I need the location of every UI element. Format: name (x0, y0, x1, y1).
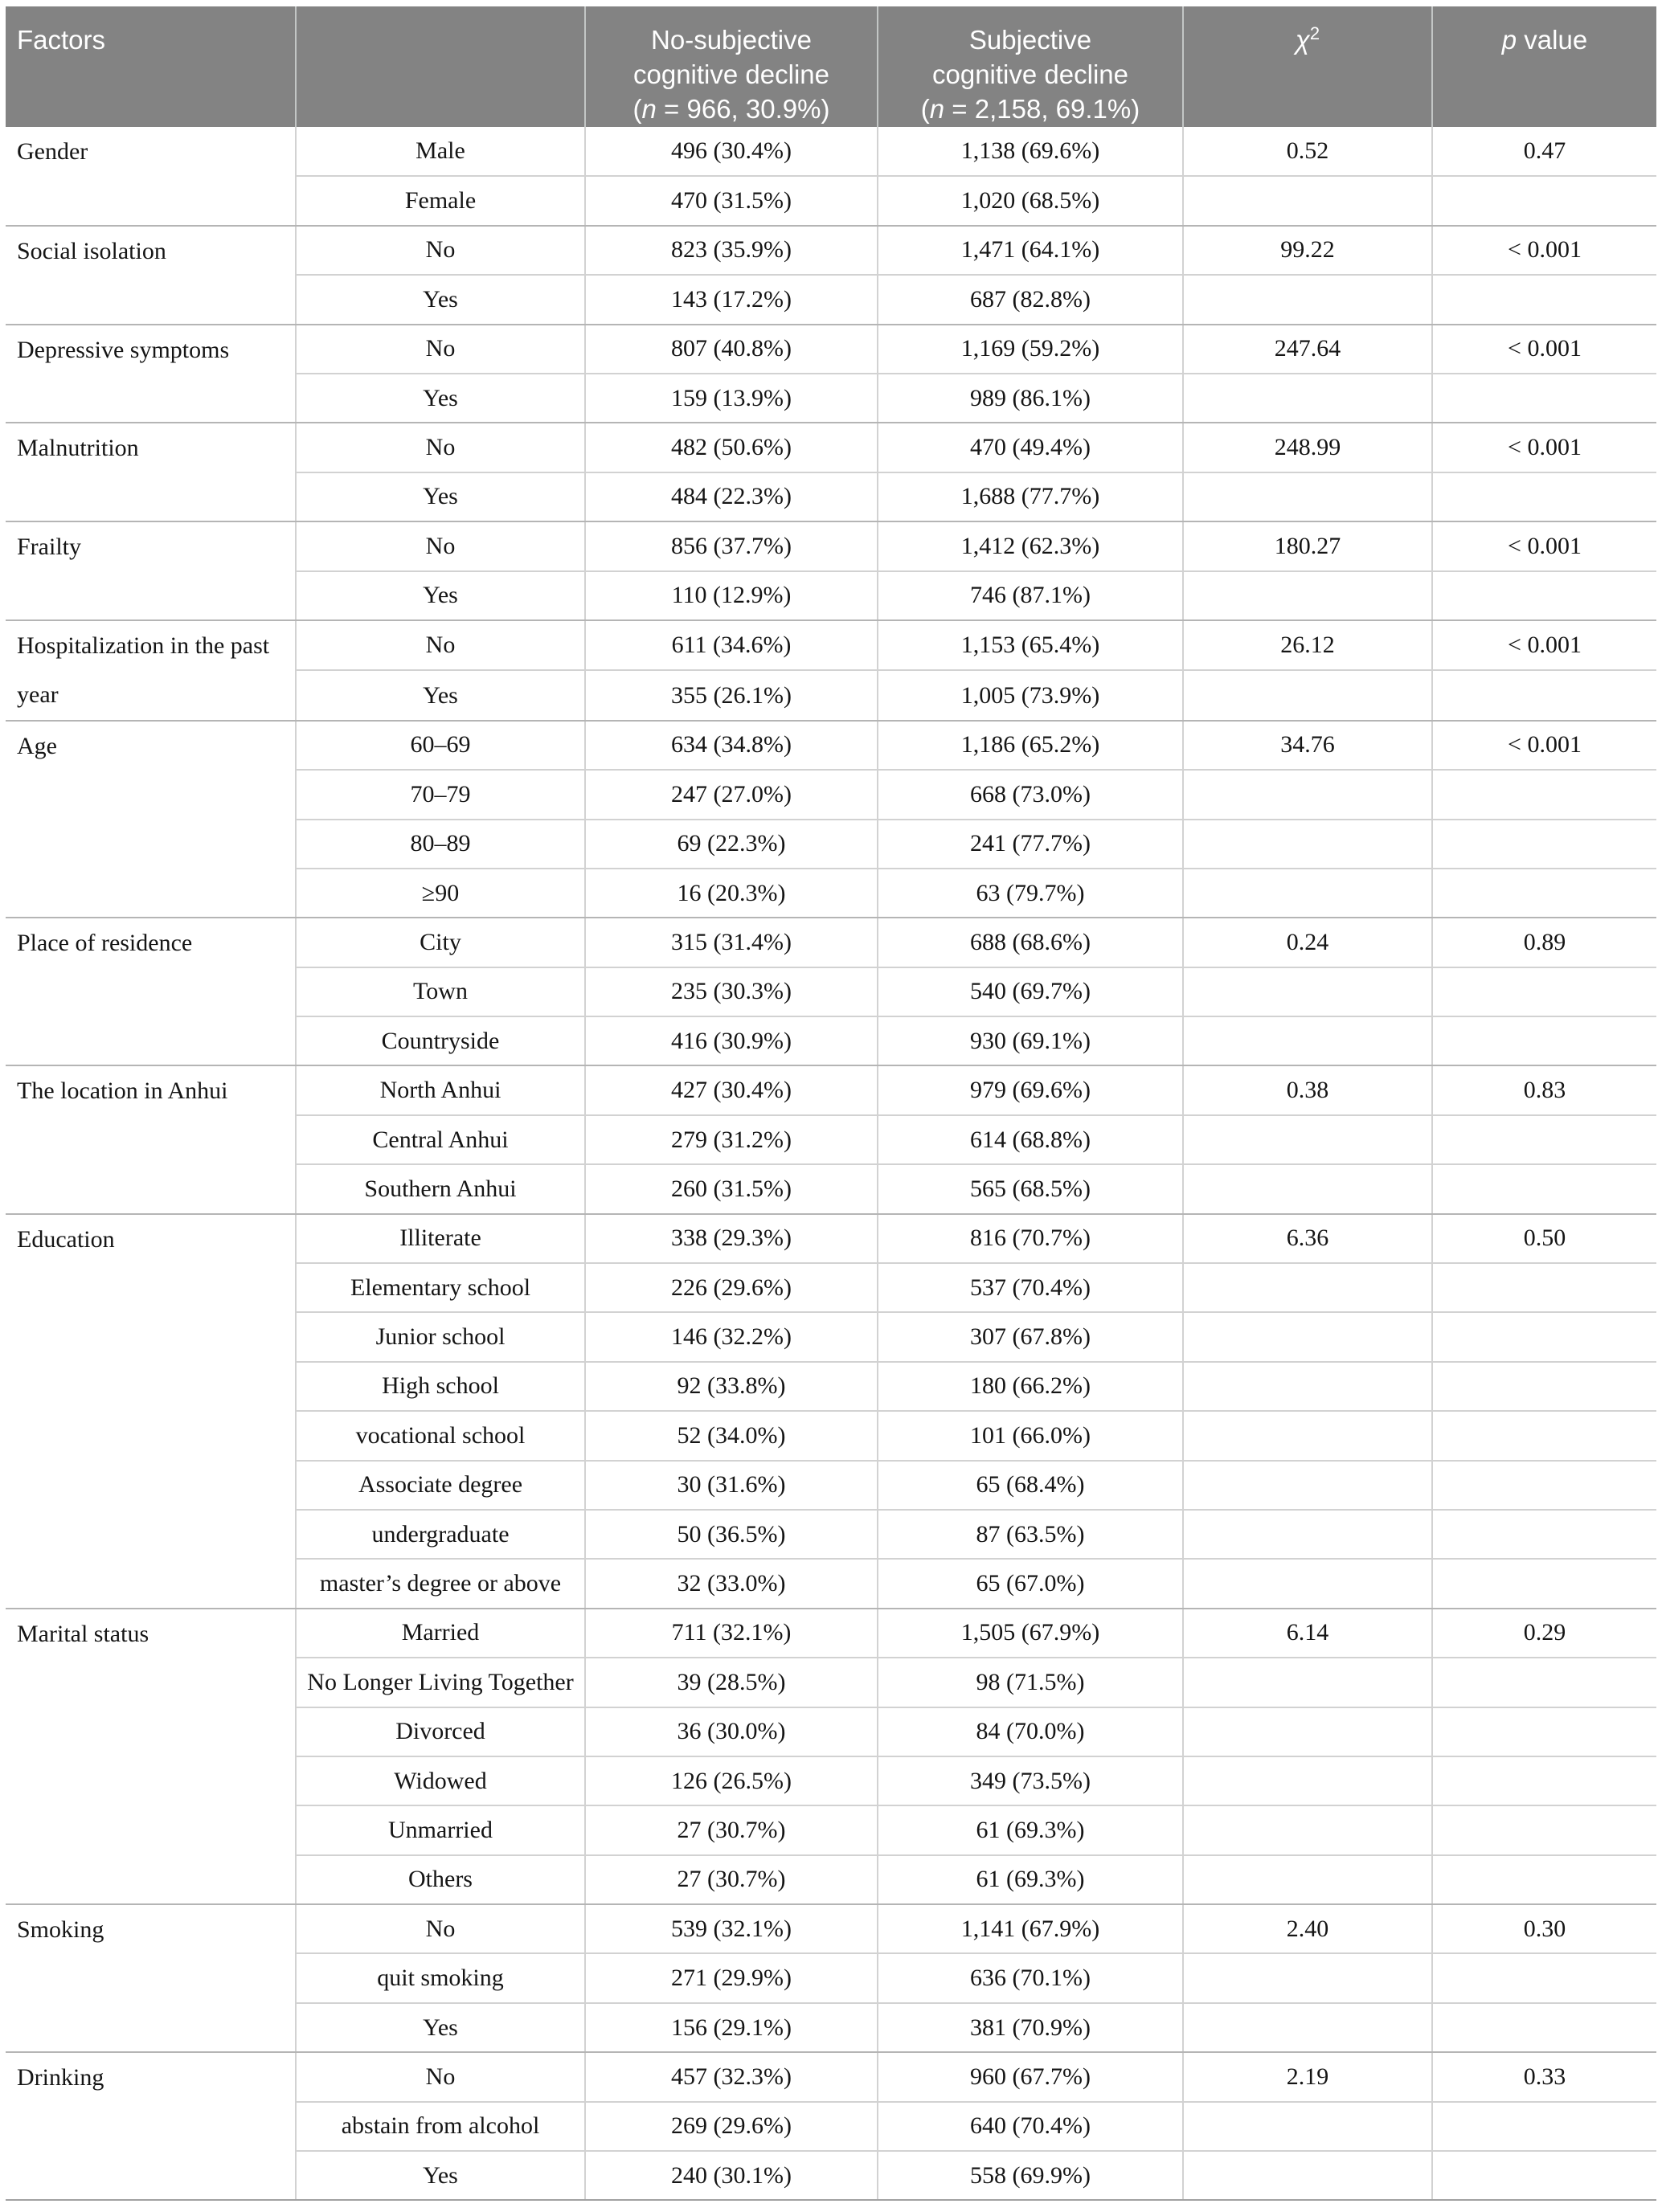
header-no-subjective-cognitive-decline (585, 6, 878, 127)
chi-square-value: 0.38 (1183, 1065, 1432, 1114)
p-value: 0.29 (1432, 1609, 1656, 1658)
scd-value: 1,471 (64.1%) (878, 226, 1183, 275)
p-value (1432, 1559, 1656, 1608)
no-scd-value: 823 (35.9%) (585, 226, 878, 275)
no-scd-value: 482 (50.6%) (585, 423, 878, 472)
chi-square-value (1183, 670, 1432, 720)
scd-value: 1,186 (65.2%) (878, 721, 1183, 770)
no-scd-value: 50 (36.5%) (585, 1510, 878, 1559)
header-no-scd-count: (n = 966, 30.9%) (632, 94, 830, 124)
p-value (1432, 1312, 1656, 1361)
chi-square-value (1183, 1115, 1432, 1164)
scd-value: 1,005 (73.9%) (878, 670, 1183, 720)
category-label: Junior school (296, 1312, 585, 1361)
chi-square-value: 34.76 (1183, 721, 1432, 770)
table-body (6, 127, 1656, 2200)
header-scd-line1: Subjective (968, 25, 1092, 55)
header-factors-label: Factors (17, 25, 106, 55)
scd-value: 65 (67.0%) (878, 1559, 1183, 1608)
header-factors (6, 6, 296, 127)
category-label: No (296, 423, 585, 472)
category-label: Others (296, 1855, 585, 1904)
category-label: vocational school (296, 1411, 585, 1460)
p-value (1432, 1411, 1656, 1460)
chi-square-value: 0.52 (1183, 127, 1432, 176)
no-scd-value: 36 (30.0%) (585, 1707, 878, 1756)
no-scd-value: 338 (29.3%) (585, 1214, 878, 1263)
table-header (6, 6, 1656, 127)
chi-square-value (1183, 1953, 1432, 2002)
factor-label: Hospitalization in the past year (6, 620, 296, 721)
table-row (6, 226, 1656, 275)
p-value (1432, 670, 1656, 720)
factor-label: Education (6, 1214, 296, 1609)
category-label: Yes (296, 670, 585, 720)
no-scd-value: 39 (28.5%) (585, 1658, 878, 1707)
no-scd-value: 235 (30.3%) (585, 967, 878, 1016)
scd-value: 63 (79.7%) (878, 869, 1183, 918)
scd-value: 640 (70.4%) (878, 2102, 1183, 2151)
header-no-scd-line1: No-subjective (651, 25, 812, 55)
p-value: < 0.001 (1432, 423, 1656, 472)
chi-square-value (1183, 770, 1432, 819)
category-label: Countryside (296, 1016, 585, 1065)
p-value: 0.83 (1432, 1065, 1656, 1114)
header-empty-category (296, 6, 585, 127)
no-scd-value: 856 (37.7%) (585, 521, 878, 570)
no-scd-value: 807 (40.8%) (585, 325, 878, 374)
scd-value: 930 (69.1%) (878, 1016, 1183, 1065)
no-scd-value: 260 (31.5%) (585, 1164, 878, 1213)
category-label: 80–89 (296, 820, 585, 869)
no-scd-value: 247 (27.0%) (585, 770, 878, 819)
scd-value: 1,169 (59.2%) (878, 325, 1183, 374)
scd-value: 636 (70.1%) (878, 1953, 1183, 2002)
chi-square-value (1183, 820, 1432, 869)
category-label: City (296, 918, 585, 967)
category-label: master’s degree or above (296, 1559, 585, 1608)
chi-square-value (1183, 2003, 1432, 2052)
header-subjective-cognitive-decline (878, 6, 1183, 127)
no-scd-value: 496 (30.4%) (585, 127, 878, 176)
scd-value: 1,020 (68.5%) (878, 176, 1183, 225)
p-value (1432, 1953, 1656, 2002)
scd-value: 1,688 (77.7%) (878, 472, 1183, 521)
header-scd-line2: cognitive decline (932, 59, 1128, 89)
no-scd-value: 611 (34.6%) (585, 620, 878, 670)
category-label: abstain from alcohol (296, 2102, 585, 2151)
p-value: 0.47 (1432, 127, 1656, 176)
chi-square-value (1183, 1411, 1432, 1460)
p-value: 0.89 (1432, 918, 1656, 967)
header-no-scd-line2: cognitive decline (633, 59, 829, 89)
chi-square-value (1183, 1855, 1432, 1904)
category-label: Associate degree (296, 1461, 585, 1510)
table-row (6, 620, 1656, 670)
scd-value: 307 (67.8%) (878, 1312, 1183, 1361)
p-value (1432, 1510, 1656, 1559)
p-value (1432, 2151, 1656, 2200)
category-label: High school (296, 1362, 585, 1411)
chi-square-value (1183, 1263, 1432, 1312)
no-scd-value: 240 (30.1%) (585, 2151, 878, 2200)
category-label: Illiterate (296, 1214, 585, 1263)
category-label: quit smoking (296, 1953, 585, 2002)
p-value (1432, 820, 1656, 869)
chi-square-value (1183, 472, 1432, 521)
chi-square-value (1183, 1658, 1432, 1707)
p-value (1432, 1805, 1656, 1854)
chi-square-value (1183, 2151, 1432, 2200)
category-label: Male (296, 127, 585, 176)
table-row (6, 2052, 1656, 2101)
category-label: No (296, 1904, 585, 1953)
no-scd-value: 271 (29.9%) (585, 1953, 878, 2002)
category-label: ≥90 (296, 869, 585, 918)
no-scd-value: 315 (31.4%) (585, 918, 878, 967)
chi-square-value: 2.19 (1183, 2052, 1432, 2101)
scd-value: 1,505 (67.9%) (878, 1609, 1183, 1658)
scd-value: 565 (68.5%) (878, 1164, 1183, 1213)
chi-square-value (1183, 1510, 1432, 1559)
chi-square-value (1183, 967, 1432, 1016)
chi-square-value: 6.14 (1183, 1609, 1432, 1658)
scd-value: 816 (70.7%) (878, 1214, 1183, 1263)
p-value (1432, 1756, 1656, 1805)
no-scd-value: 416 (30.9%) (585, 1016, 878, 1065)
no-scd-value: 27 (30.7%) (585, 1805, 878, 1854)
category-label: Town (296, 967, 585, 1016)
factor-label: Depressive symptoms (6, 325, 296, 423)
no-scd-value: 52 (34.0%) (585, 1411, 878, 1460)
scd-value: 989 (86.1%) (878, 374, 1183, 423)
scd-value: 65 (68.4%) (878, 1461, 1183, 1510)
no-scd-value: 32 (33.0%) (585, 1559, 878, 1608)
p-value (1432, 1855, 1656, 1904)
factor-label: Drinking (6, 2052, 296, 2200)
category-label: 60–69 (296, 721, 585, 770)
chi-square-value: 2.40 (1183, 1904, 1432, 1953)
chi-square-value (1183, 1756, 1432, 1805)
chi-square-value (1183, 1805, 1432, 1854)
scd-value: 960 (67.7%) (878, 2052, 1183, 2101)
p-value (1432, 770, 1656, 819)
p-value: < 0.001 (1432, 325, 1656, 374)
category-label: No (296, 521, 585, 570)
table-row (6, 721, 1656, 770)
no-scd-value: 427 (30.4%) (585, 1065, 878, 1114)
category-label: Yes (296, 2151, 585, 2200)
p-value: 0.50 (1432, 1214, 1656, 1263)
category-label: Yes (296, 472, 585, 521)
scd-value: 381 (70.9%) (878, 2003, 1183, 2052)
category-label: Widowed (296, 1756, 585, 1805)
scd-value: 687 (82.8%) (878, 275, 1183, 324)
scd-value: 470 (49.4%) (878, 423, 1183, 472)
p-value (1432, 176, 1656, 225)
scd-value: 1,153 (65.4%) (878, 620, 1183, 670)
no-scd-value: 92 (33.8%) (585, 1362, 878, 1411)
category-label: No (296, 2052, 585, 2101)
table-row (6, 127, 1656, 176)
scd-value: 688 (68.6%) (878, 918, 1183, 967)
no-scd-value: 355 (26.1%) (585, 670, 878, 720)
no-scd-value: 457 (32.3%) (585, 2052, 878, 2101)
no-scd-value: 30 (31.6%) (585, 1461, 878, 1510)
chi-square-value: 99.22 (1183, 226, 1432, 275)
category-label: 70–79 (296, 770, 585, 819)
p-value: < 0.001 (1432, 620, 1656, 670)
header-scd-count: (n = 2,158, 69.1%) (920, 94, 1140, 124)
p-value (1432, 1707, 1656, 1756)
scd-value: 558 (69.9%) (878, 2151, 1183, 2200)
table-row (6, 1214, 1656, 1263)
category-label: Unmarried (296, 1805, 585, 1854)
factor-label: Social isolation (6, 226, 296, 325)
p-value (1432, 1658, 1656, 1707)
chi-square-value (1183, 2102, 1432, 2151)
chi-square-value (1183, 275, 1432, 324)
category-label: Elementary school (296, 1263, 585, 1312)
scd-value: 1,141 (67.9%) (878, 1904, 1183, 1953)
no-scd-value: 143 (17.2%) (585, 275, 878, 324)
scd-value: 1,138 (69.6%) (878, 127, 1183, 176)
p-value: < 0.001 (1432, 521, 1656, 570)
table-row (6, 1065, 1656, 1114)
scd-value: 979 (69.6%) (878, 1065, 1183, 1114)
table-row (6, 423, 1656, 472)
no-scd-value: 27 (30.7%) (585, 1855, 878, 1904)
p-value (1432, 571, 1656, 620)
category-label: Central Anhui (296, 1115, 585, 1164)
no-scd-value: 146 (32.2%) (585, 1312, 878, 1361)
no-scd-value: 484 (22.3%) (585, 472, 878, 521)
chi-square-value (1183, 374, 1432, 423)
chi-square-value (1183, 1312, 1432, 1361)
factor-label: Gender (6, 127, 296, 226)
no-scd-value: 269 (29.6%) (585, 2102, 878, 2151)
factor-label: Marital status (6, 1609, 296, 1904)
chi-square-value (1183, 1461, 1432, 1510)
scd-value: 349 (73.5%) (878, 1756, 1183, 1805)
factors-statistics-table (6, 6, 1656, 2201)
scd-value: 61 (69.3%) (878, 1805, 1183, 1854)
category-label: Yes (296, 374, 585, 423)
p-value (1432, 2102, 1656, 2151)
scd-value: 614 (68.8%) (878, 1115, 1183, 1164)
chi-square-value (1183, 1707, 1432, 1756)
scd-value: 61 (69.3%) (878, 1855, 1183, 1904)
scd-value: 87 (63.5%) (878, 1510, 1183, 1559)
p-value (1432, 472, 1656, 521)
factor-label: Age (6, 721, 296, 918)
p-value: < 0.001 (1432, 721, 1656, 770)
no-scd-value: 539 (32.1%) (585, 1904, 878, 1953)
p-value (1432, 1164, 1656, 1213)
scd-value: 84 (70.0%) (878, 1707, 1183, 1756)
category-label: Yes (296, 571, 585, 620)
scd-value: 540 (69.7%) (878, 967, 1183, 1016)
category-label: Southern Anhui (296, 1164, 585, 1213)
p-value (1432, 275, 1656, 324)
no-scd-value: 279 (31.2%) (585, 1115, 878, 1164)
chi-square-value (1183, 1164, 1432, 1213)
chi-square-value (1183, 1362, 1432, 1411)
scd-value: 101 (66.0%) (878, 1411, 1183, 1460)
p-value: 0.33 (1432, 2052, 1656, 2101)
no-scd-value: 156 (29.1%) (585, 2003, 878, 2052)
no-scd-value: 110 (12.9%) (585, 571, 878, 620)
chi-square-value (1183, 176, 1432, 225)
category-label: Yes (296, 275, 585, 324)
table-row (6, 918, 1656, 967)
p-value: < 0.001 (1432, 226, 1656, 275)
p-value (1432, 2003, 1656, 2052)
p-value (1432, 967, 1656, 1016)
category-label: Female (296, 176, 585, 225)
header-row (6, 6, 1656, 127)
no-scd-value: 16 (20.3%) (585, 869, 878, 918)
factor-label: Frailty (6, 521, 296, 620)
p-value (1432, 1016, 1656, 1065)
scd-value: 180 (66.2%) (878, 1362, 1183, 1411)
scd-value: 746 (87.1%) (878, 571, 1183, 620)
scd-value: 668 (73.0%) (878, 770, 1183, 819)
category-label: No Longer Living Together (296, 1658, 585, 1707)
category-label: No (296, 325, 585, 374)
no-scd-value: 159 (13.9%) (585, 374, 878, 423)
no-scd-value: 711 (32.1%) (585, 1609, 878, 1658)
chi-square-value (1183, 1016, 1432, 1065)
chi-square-value: 180.27 (1183, 521, 1432, 570)
category-label: North Anhui (296, 1065, 585, 1114)
header-p-value: p value (1432, 6, 1656, 127)
factor-label: Smoking (6, 1904, 296, 2052)
p-value (1432, 374, 1656, 423)
p-value: 0.30 (1432, 1904, 1656, 1953)
category-label: Yes (296, 2003, 585, 2052)
chi-square-value: 248.99 (1183, 423, 1432, 472)
category-label: No (296, 620, 585, 670)
no-scd-value: 226 (29.6%) (585, 1263, 878, 1312)
p-value (1432, 1263, 1656, 1312)
chi-square-value: 0.24 (1183, 918, 1432, 967)
table-row (6, 521, 1656, 570)
category-label: undergraduate (296, 1510, 585, 1559)
chi-square-value (1183, 1559, 1432, 1608)
chi-square-value (1183, 869, 1432, 918)
p-value (1432, 1115, 1656, 1164)
chi-square-value: 6.36 (1183, 1214, 1432, 1263)
no-scd-value: 69 (22.3%) (585, 820, 878, 869)
table-row (6, 325, 1656, 374)
scd-value: 241 (77.7%) (878, 820, 1183, 869)
chi-square-value: 247.64 (1183, 325, 1432, 374)
scd-value: 537 (70.4%) (878, 1263, 1183, 1312)
no-scd-value: 470 (31.5%) (585, 176, 878, 225)
chi-square-value (1183, 571, 1432, 620)
table-row (6, 1904, 1656, 1953)
p-value (1432, 1461, 1656, 1510)
scd-value: 1,412 (62.3%) (878, 521, 1183, 570)
factor-label: Place of residence (6, 918, 296, 1065)
table-row (6, 1609, 1656, 1658)
p-value (1432, 869, 1656, 918)
p-value (1432, 1362, 1656, 1411)
category-label: Divorced (296, 1707, 585, 1756)
category-label: Married (296, 1609, 585, 1658)
no-scd-value: 126 (26.5%) (585, 1756, 878, 1805)
factor-label: Malnutrition (6, 423, 296, 521)
scd-value: 98 (71.5%) (878, 1658, 1183, 1707)
chi-square-value: 26.12 (1183, 620, 1432, 670)
factor-label: The location in Anhui (6, 1065, 296, 1213)
header-chi-square: $\chi^2$ (1183, 6, 1432, 127)
category-label: No (296, 226, 585, 275)
no-scd-value: 634 (34.8%) (585, 721, 878, 770)
